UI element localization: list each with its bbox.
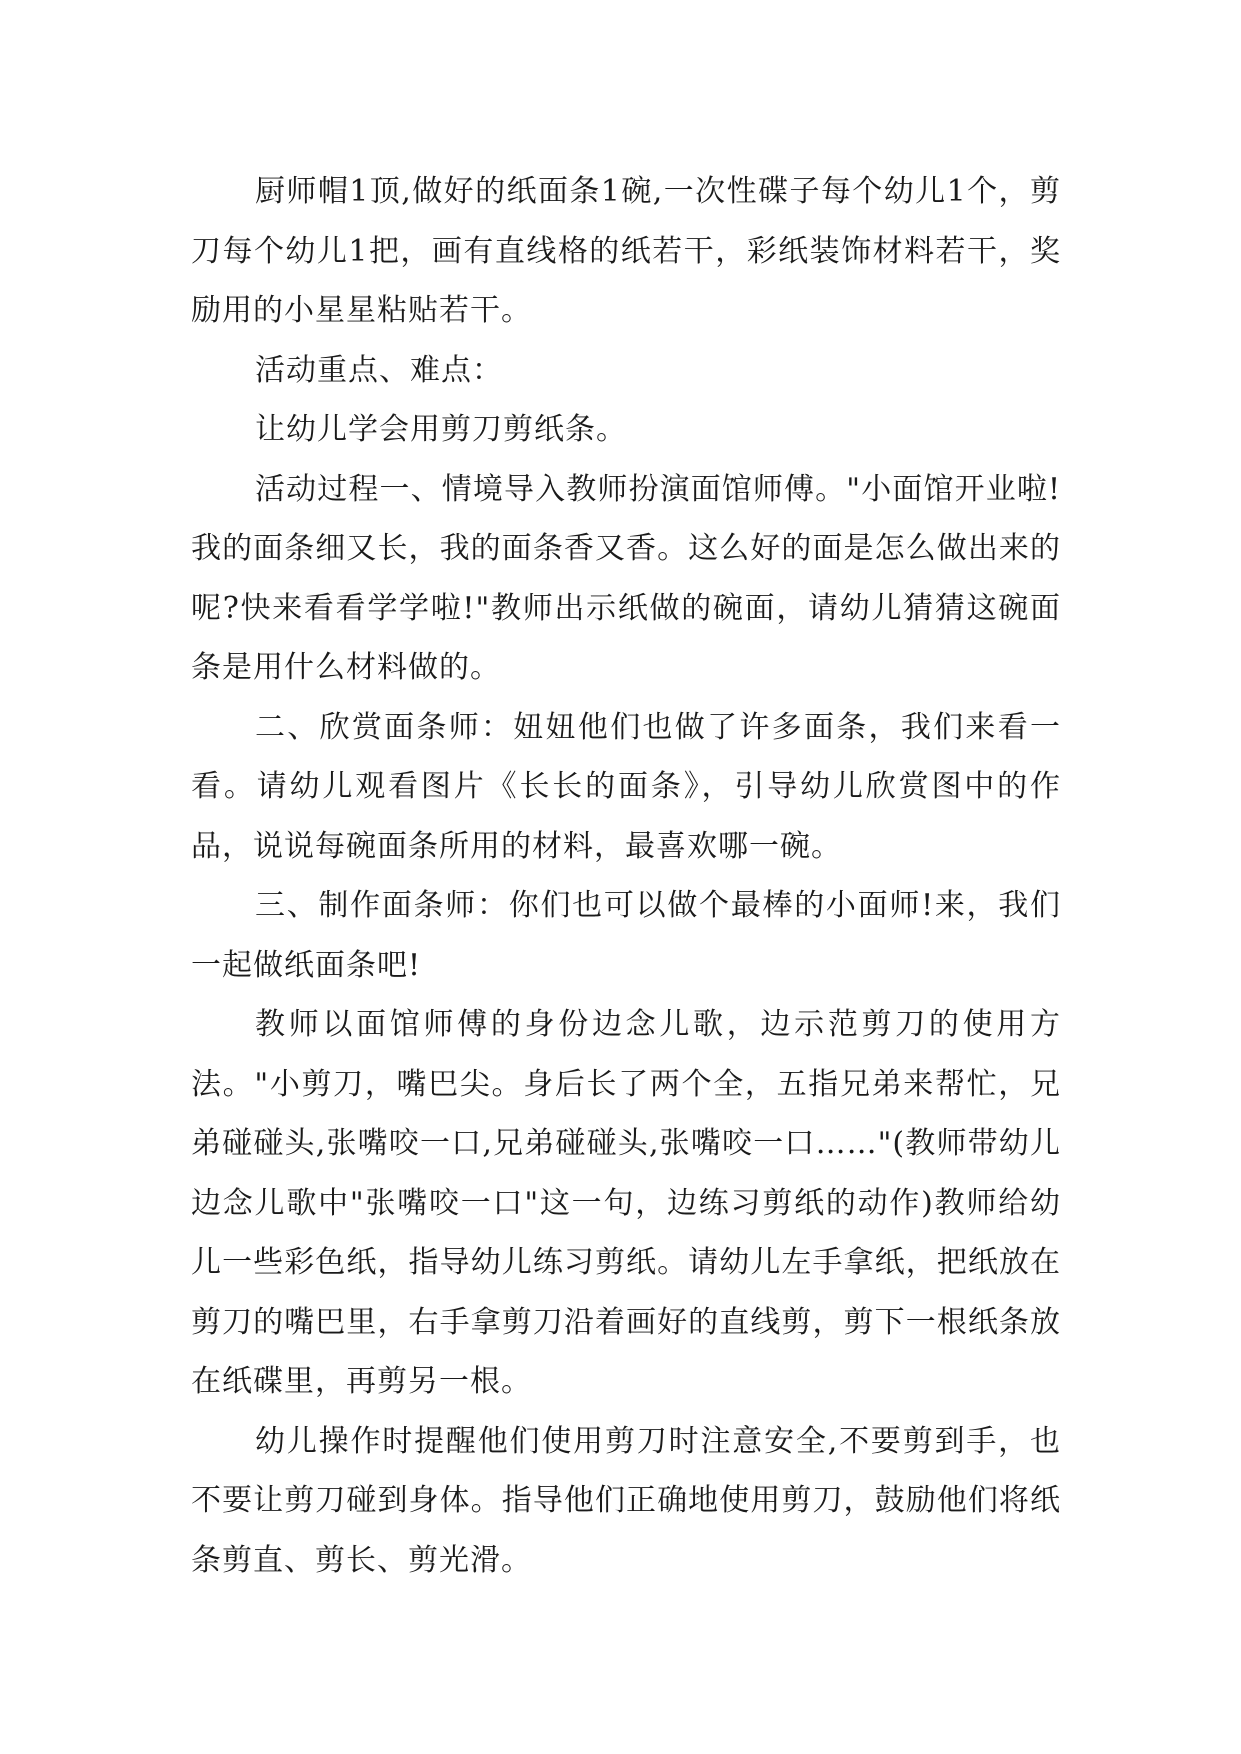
paragraph-appreciate: 二、欣赏面条师：妞妞他们也做了许多面条，我们来看一看。请幼儿观看图片《长长的面条》，引导幼儿欣赏图中的作品，说说每碗面条所用的材料，最喜欢哪一碗。 (191, 709, 1061, 864)
paragraph-demonstrate: 教师以面馆师傅的身份边念儿歌，边示范剪刀的使用方法。"小剪刀，嘴巴尖。身后长了两个全，五指兄弟来帮忙，兄弟碰碰头,张嘴咬一口,兄弟碰碰头,张嘴咬一口……"(教师带幼儿边念儿歌中"张嘴咬一口"这一句，边练习剪纸的动作)教师给幼儿一些彩色纸，指导幼儿练习剪纸。请幼儿左手拿纸，把纸放在剪刀的嘴巴里，右手拿剪刀沿着画好的直线剪，剪下一根纸条放在纸碟里，再剪另一根。 (191, 1007, 1061, 1399)
paragraph-process-intro: 活动过程一、情境导入教师扮演面馆师傅。"小面馆开业啦!我的面条细又长，我的面条香又香。这么好的面是怎么做出来的呢?快来看看学学啦!"教师出示纸做的碗面，请幼儿猜猜这碗面条是用什么材料做的。 (191, 471, 1061, 685)
paragraph-key-points-heading: 活动重点、难点： (255, 352, 503, 388)
paragraph-make: 三、制作面条师：你们也可以做个最棒的小面师!来，我们一起做纸面条吧! (191, 888, 1061, 983)
paragraph-key-points: 让幼儿学会用剪刀剪纸条。 (255, 412, 627, 447)
document-body (191, 162, 1061, 1590)
paragraph-safety: 幼儿操作时提醒他们使用剪刀时注意安全,不要剪到手，也不要让剪刀碰到身体。指导他们正确地使用剪刀，鼓励他们将纸条剪直、剪长、剪光滑。 (191, 1423, 1061, 1578)
paragraph-materials: 厨师帽1顶,做好的纸面条1碗,一次性碟子每个幼儿1个，剪刀每个幼儿1把，画有直线格的纸若干，彩纸装饰材料若干，奖励用的小星星粘贴若干。 (191, 174, 1061, 328)
